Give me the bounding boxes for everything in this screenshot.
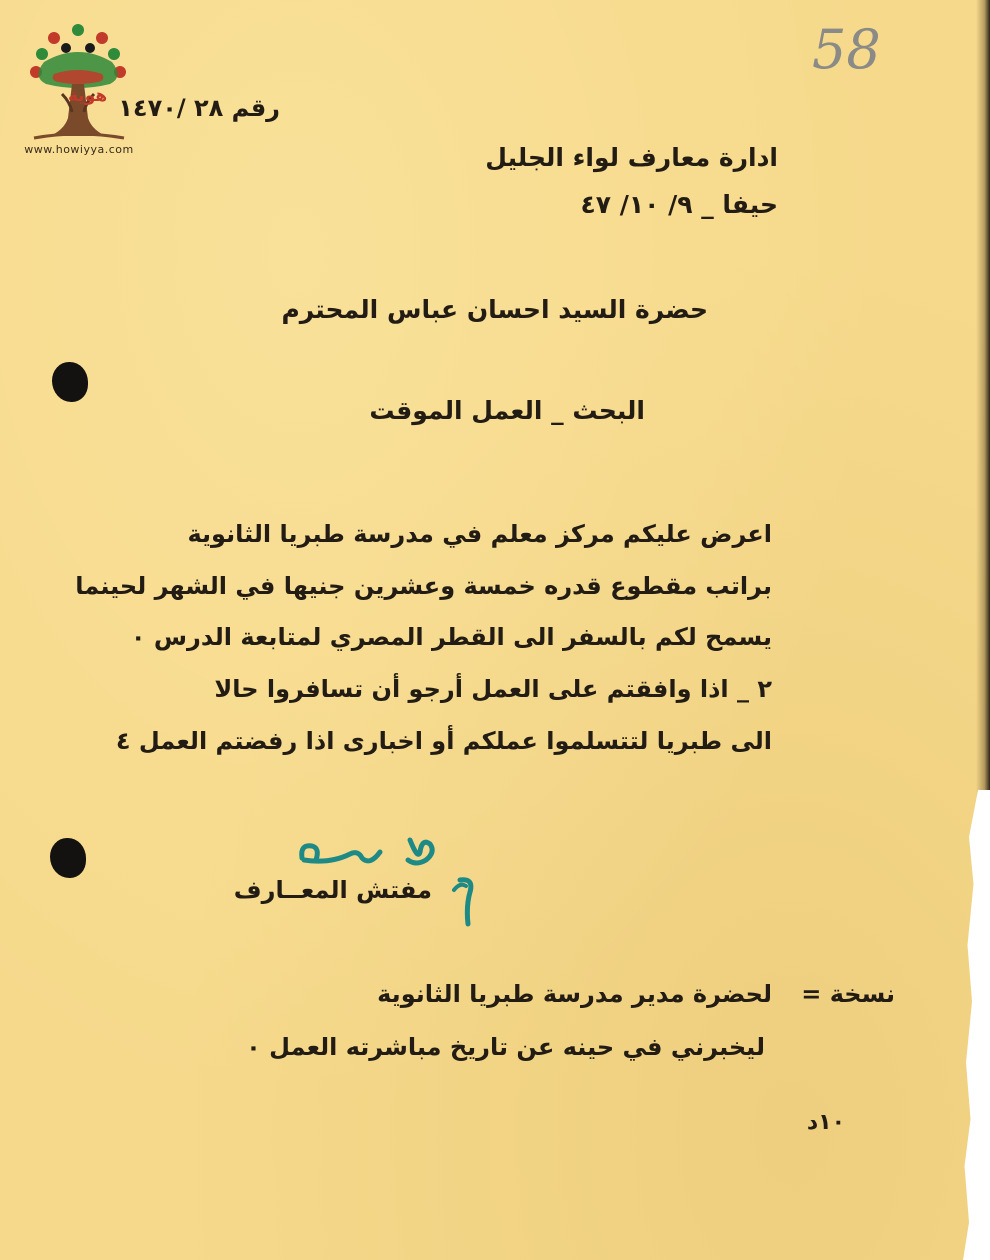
subject: البحث _ العمل الموقت — [369, 396, 645, 425]
punch-hole-bottom — [50, 838, 86, 878]
place-date: حيفا _ ٩/ ١٠/ ٤٧ — [580, 190, 778, 219]
body-line-4: ٢ _ اذا وافقتم على العمل أرجو أن تسافروا حالا — [214, 675, 772, 703]
signature-title: مفتش المعــارف — [233, 876, 432, 904]
copy-recipient: لحضرة مدير مدرسة طبريا الثانوية — [377, 980, 772, 1008]
body-line-1: اعرض عليكم مركز معلم في مدرسة طبريا الثانوية — [187, 520, 772, 548]
department-name: ادارة معارف لواء الجليل — [485, 143, 778, 172]
logo-tree-icon — [30, 24, 126, 138]
body-line-2: براتب مقطوع قدره خمسة وعشرين جنيها في الشهر لحينما — [75, 572, 772, 600]
handwritten-page-number: 58 — [812, 18, 881, 81]
body-line-5: الى طبريا لتتسلموا عملكم أو اخبارى اذا رفضتم العمل ٤ — [115, 727, 772, 755]
reference-number: رقم ٢٨ /١٤٧٠ — [118, 94, 280, 122]
addressee: حضرة السيد احسان عباس المحترم — [281, 295, 708, 324]
copy-instruction: ليخبرني في حينه عن تاريخ مباشرته العمل ٠ — [246, 1033, 765, 1061]
body-line-3: يسمح لكم بالسفر الى القطر المصري لمتابعة الدرس ٠ — [130, 623, 772, 651]
copy-label: نسخة = — [801, 980, 895, 1008]
page-torn-edge — [960, 790, 990, 1260]
logo-text: هوية — [68, 86, 108, 106]
punch-hole-top — [52, 362, 88, 402]
logo-url: www.howiyya.com — [24, 143, 134, 156]
initials: ١٠د — [806, 1110, 845, 1135]
